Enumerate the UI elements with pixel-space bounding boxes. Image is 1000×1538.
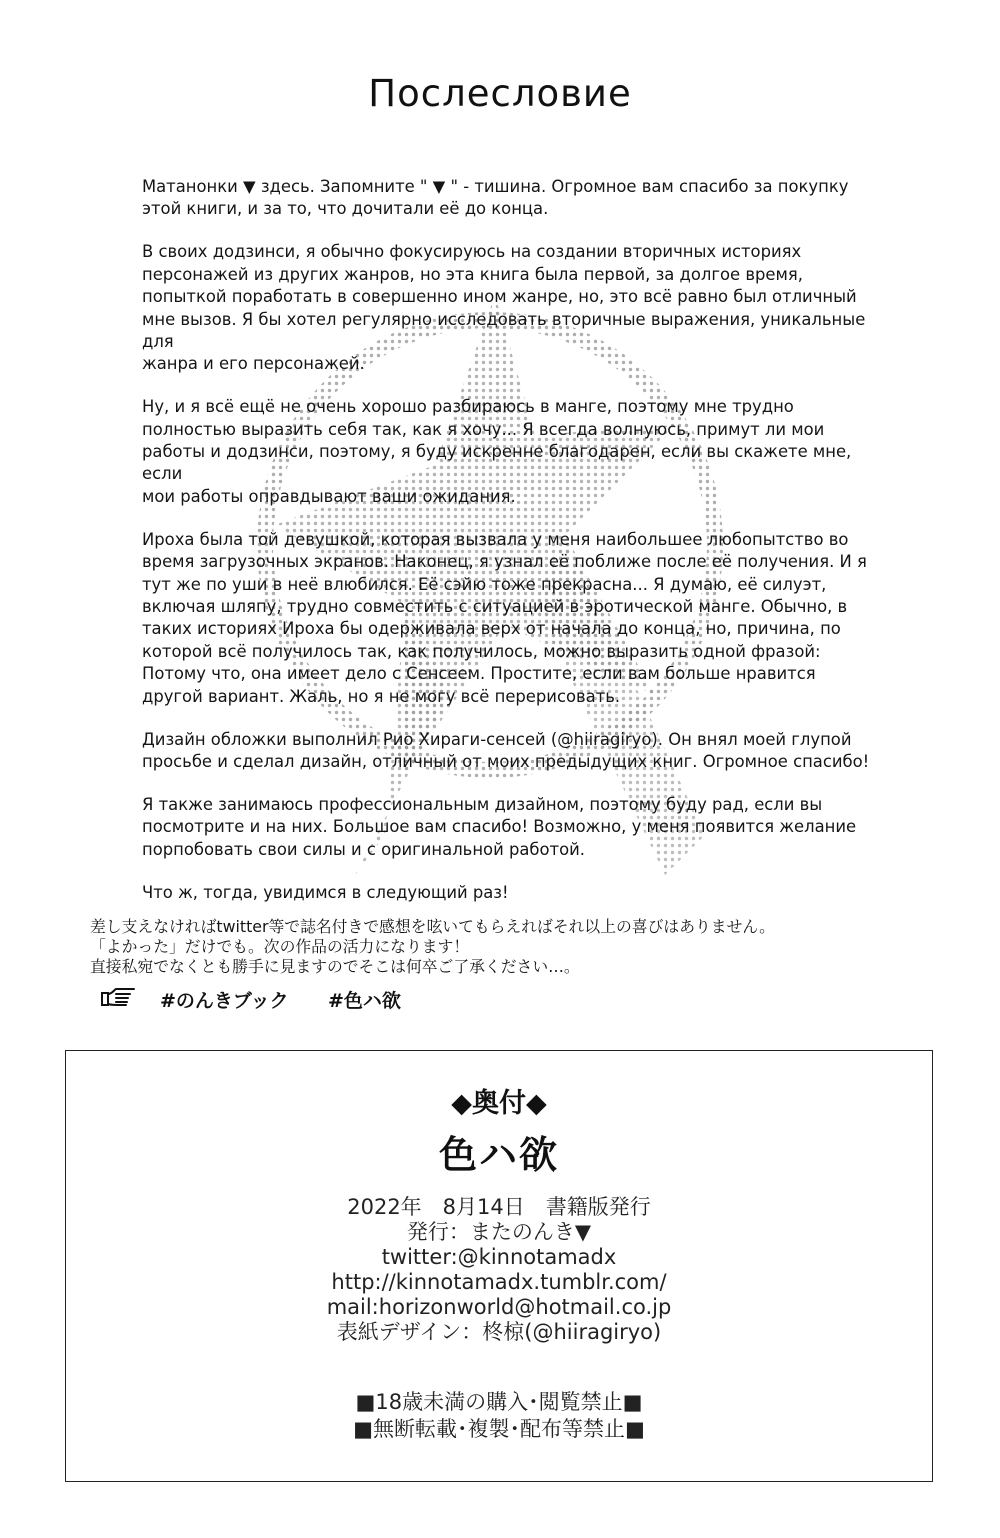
- text-line: В своих додзинси, я обычно фокусируюсь на создании вторичных историях: [142, 242, 802, 262]
- afterword-paragraph: [142, 794, 882, 861]
- text-line: работы и додзинси, поэтому, я буду искренне благодарен, если вы скажете мне, если: [142, 442, 852, 484]
- afterword-paragraph: [142, 529, 882, 708]
- legal-warnings: [66, 1389, 932, 1443]
- afterword-paragraph: [142, 176, 882, 221]
- twitter-handle: twitter:@kinnotamadx: [381, 1245, 617, 1269]
- reproduction-notice: ■無断転載･複製･配布等禁止■: [353, 1417, 645, 1441]
- text-line: Ну, и я всё ещё не очень хорошо разбираюсь в манге, поэтому мне трудно: [142, 397, 794, 417]
- text-line: время загрузочных экранов. Наконец, я узнал её поближе после её получения. И я: [142, 552, 867, 572]
- notes-line: 「よかった」だけでも。次の作品の活力になります！: [90, 937, 470, 956]
- email-address: mail:horizonworld@hotmail.co.jp: [326, 1295, 672, 1319]
- afterword-paragraph: [142, 729, 882, 774]
- text-line: посмотрите и на них. Большое вам спасибо! Возможно, у меня появится желание: [142, 817, 857, 837]
- text-line: просьбе и сделал дизайн, отличный от моих предыдущих книг. Огромное спасибо!: [142, 751, 870, 771]
- pointing-hand-icon: [100, 986, 136, 1008]
- text-line: другой вариант. Жаль, но я не могу всё перерисовать.: [142, 686, 621, 706]
- text-line: тут же по уши в неё влюбился. Её сэйю тоже прекрасна... Я думаю, её силуэт,: [142, 574, 827, 594]
- website-url: http://kinnotamadx.tumblr.com/: [331, 1270, 667, 1294]
- text-line: полностью выразить себя так, как я хочу... Я всегда волнуюсь, примут ли мои: [142, 419, 825, 439]
- colophon-box: [65, 1050, 933, 1482]
- cover-design-credit: 表紙デザイン：柊椋(@hiiragiryo): [336, 1320, 662, 1344]
- book-title: 色ハ欲: [438, 1133, 559, 1177]
- feedback-notes: [90, 917, 950, 977]
- text-line: Ироха была той девушкой, которая вызвала у меня наибольшее любопытство во: [142, 529, 849, 549]
- text-line: Дизайн обложки выполнил Рио Хираги-сенсей (@hiiragiryo). Он внял моей глупой: [142, 729, 852, 749]
- publication-date: 2022年 8月14日 書籍版発行: [347, 1195, 651, 1219]
- afterword-text: [142, 176, 882, 904]
- publication-info: [66, 1195, 932, 1345]
- hashtag: #色ハ欲: [328, 990, 401, 1012]
- text-line: порпобовать свои силы и с оригинальной работой.: [142, 839, 585, 859]
- afterword-paragraph: [142, 241, 882, 375]
- text-line: таких историях Ироха бы одерживала верх от начала до конца, но, причина, по: [142, 619, 841, 639]
- text-line: Я также занимаюсь профессиональным дизайном, поэтому буду рад, если вы: [142, 794, 823, 814]
- text-line: попыткой поработать в совершенно ином жанре, но, это всё равно был отличный: [142, 287, 857, 307]
- text-line: жанра и его персонажей.: [142, 354, 365, 374]
- text-line: мои работы оправдывают ваши ожидания.: [142, 486, 516, 506]
- afterword-paragraph: [142, 882, 882, 904]
- notes-line: 直接私宛でなくとも勝手に見ますのでそこは何卒ご了承ください…。: [90, 957, 580, 976]
- text-line: Матанонки ▼ здесь. Запомните " ▼ " - тишина. Огромное вам спасибо за покупку: [142, 177, 849, 196]
- text-line: персонажей из других жанров, но эта книга была первой, за долгое время,: [142, 264, 803, 284]
- text-line: включая шляпу, трудно совместить с ситуацией в эротической манге. Обычно, в: [142, 597, 848, 616]
- notes-line: 差し支えなければtwitter等で誌名付きで感想を呟いてもらえればそれ以上の喜びはありません。: [90, 917, 775, 936]
- hashtag-row: [100, 984, 700, 1014]
- text-line: мне вызов. Я бы хотел регулярно исследовать вторичные выражения, уникальные для: [142, 309, 866, 351]
- age-restriction-notice: ■18歳未満の購入･閲覧禁止■: [355, 1390, 643, 1414]
- text-line: которой всё получилось так, как получилось, можно выразить одной фразой:: [142, 641, 821, 661]
- text-line: Что ж, тогда, увидимся в следующий раз!: [142, 882, 509, 902]
- afterword-paragraph: [142, 396, 882, 508]
- colophon-heading: ◆奥付◆: [451, 1088, 547, 1119]
- text-line: этой книги, и за то, что дочитали её до конца.: [142, 199, 549, 219]
- hashtag: #のんきブック: [160, 990, 289, 1012]
- publisher: 発行：またのんき▼: [406, 1220, 592, 1244]
- text-line: Потому что, она имеет дело с Сенсеем. Простите, если вам больше нравится: [142, 664, 816, 684]
- afterword-title: Послесловие: [368, 72, 632, 115]
